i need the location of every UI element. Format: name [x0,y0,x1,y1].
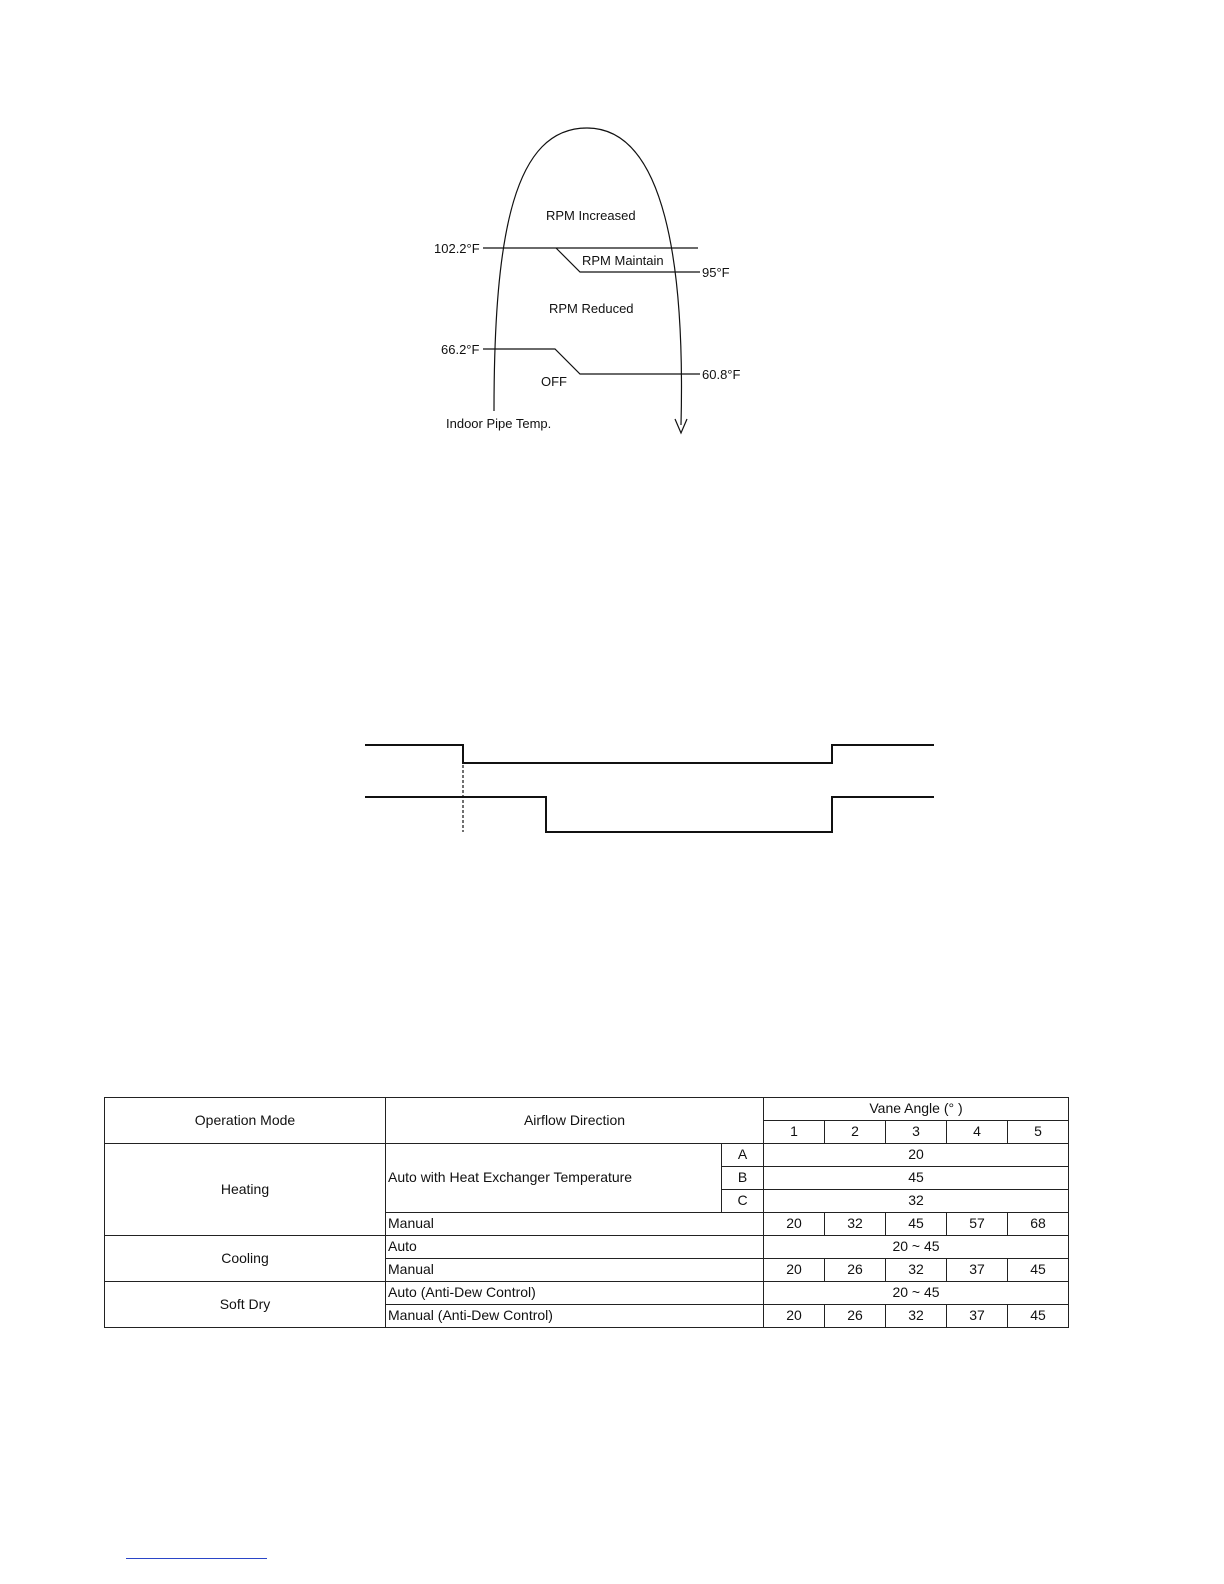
vane-position-2: 2 [825,1121,886,1144]
temp-60-label: 60.8°F [702,367,741,382]
table-row [105,1282,1069,1305]
soft-dry-manual-label: Manual (Anti-Dew Control) [386,1305,764,1328]
vane-position-1: 1 [764,1121,825,1144]
soft-dry-auto-label: Auto (Anti-Dew Control) [386,1282,764,1305]
soft-dry-manual-value: 45 [1008,1305,1069,1328]
line-66 [483,349,700,374]
signal-upper [365,745,934,763]
heating-manual-value: 45 [886,1213,947,1236]
heating-mode-cell: Heating [105,1144,386,1236]
temp-66-label: 66.2°F [441,342,480,357]
axis-label: Indoor Pipe Temp. [446,416,552,431]
soft-dry-manual-value: 37 [947,1305,1008,1328]
signal-lower [365,797,934,832]
vane-position-4: 4 [947,1121,1008,1144]
cooling-manual-value: 37 [947,1259,1008,1282]
heating-auto-label: Auto with Heat Exchanger Temperature [386,1144,722,1213]
temperature-arc [494,128,681,425]
heating-manual-value: 57 [947,1213,1008,1236]
heating-manual-value: 68 [1008,1213,1069,1236]
operation-mode-header: Operation Mode [105,1098,386,1144]
vane-position-3: 3 [886,1121,947,1144]
cooling-mode-cell: Cooling [105,1236,386,1282]
heating-auto-key-b: B [722,1167,764,1190]
cooling-manual-label: Manual [386,1259,764,1282]
heating-auto-value-a: 20 [764,1144,1069,1167]
rpm-maintain-label: RPM Maintain [582,253,664,268]
table-row [105,1144,1069,1167]
soft-dry-mode-cell: Soft Dry [105,1282,386,1328]
heating-auto-value-b: 45 [764,1167,1069,1190]
footer-link-underline[interactable] [126,1558,267,1559]
rpm-reduced-label: RPM Reduced [549,301,634,316]
cooling-manual-value: 20 [764,1259,825,1282]
cooling-manual-value: 45 [1008,1259,1069,1282]
vane-angle-header: Vane Angle (° ) [764,1098,1069,1121]
rpm-increased-label: RPM Increased [546,208,636,223]
vane-position-5: 5 [1008,1121,1069,1144]
off-label: OFF [541,374,567,389]
vane-angle-table [104,1097,1069,1328]
temp-102-label: 102.2°F [434,241,480,256]
indoor-pipe-temp-diagram [420,115,750,445]
soft-dry-manual-value: 32 [886,1305,947,1328]
airflow-direction-header: Airflow Direction [386,1098,764,1144]
cooling-auto-label: Auto [386,1236,764,1259]
temp-95-label: 95°F [702,265,730,280]
timing-waveform-diagram [355,735,945,840]
cooling-auto-value: 20 ~ 45 [764,1236,1069,1259]
table-header-row [105,1098,1069,1121]
heating-auto-value-c: 32 [764,1190,1069,1213]
heating-manual-value: 20 [764,1213,825,1236]
cooling-manual-value: 32 [886,1259,947,1282]
cooling-manual-value: 26 [825,1259,886,1282]
heating-auto-key-a: A [722,1144,764,1167]
soft-dry-manual-value: 20 [764,1305,825,1328]
table-row [105,1236,1069,1259]
soft-dry-manual-value: 26 [825,1305,886,1328]
soft-dry-auto-value: 20 ~ 45 [764,1282,1069,1305]
heating-manual-label: Manual [386,1213,764,1236]
heating-auto-key-c: C [722,1190,764,1213]
heating-manual-value: 32 [825,1213,886,1236]
